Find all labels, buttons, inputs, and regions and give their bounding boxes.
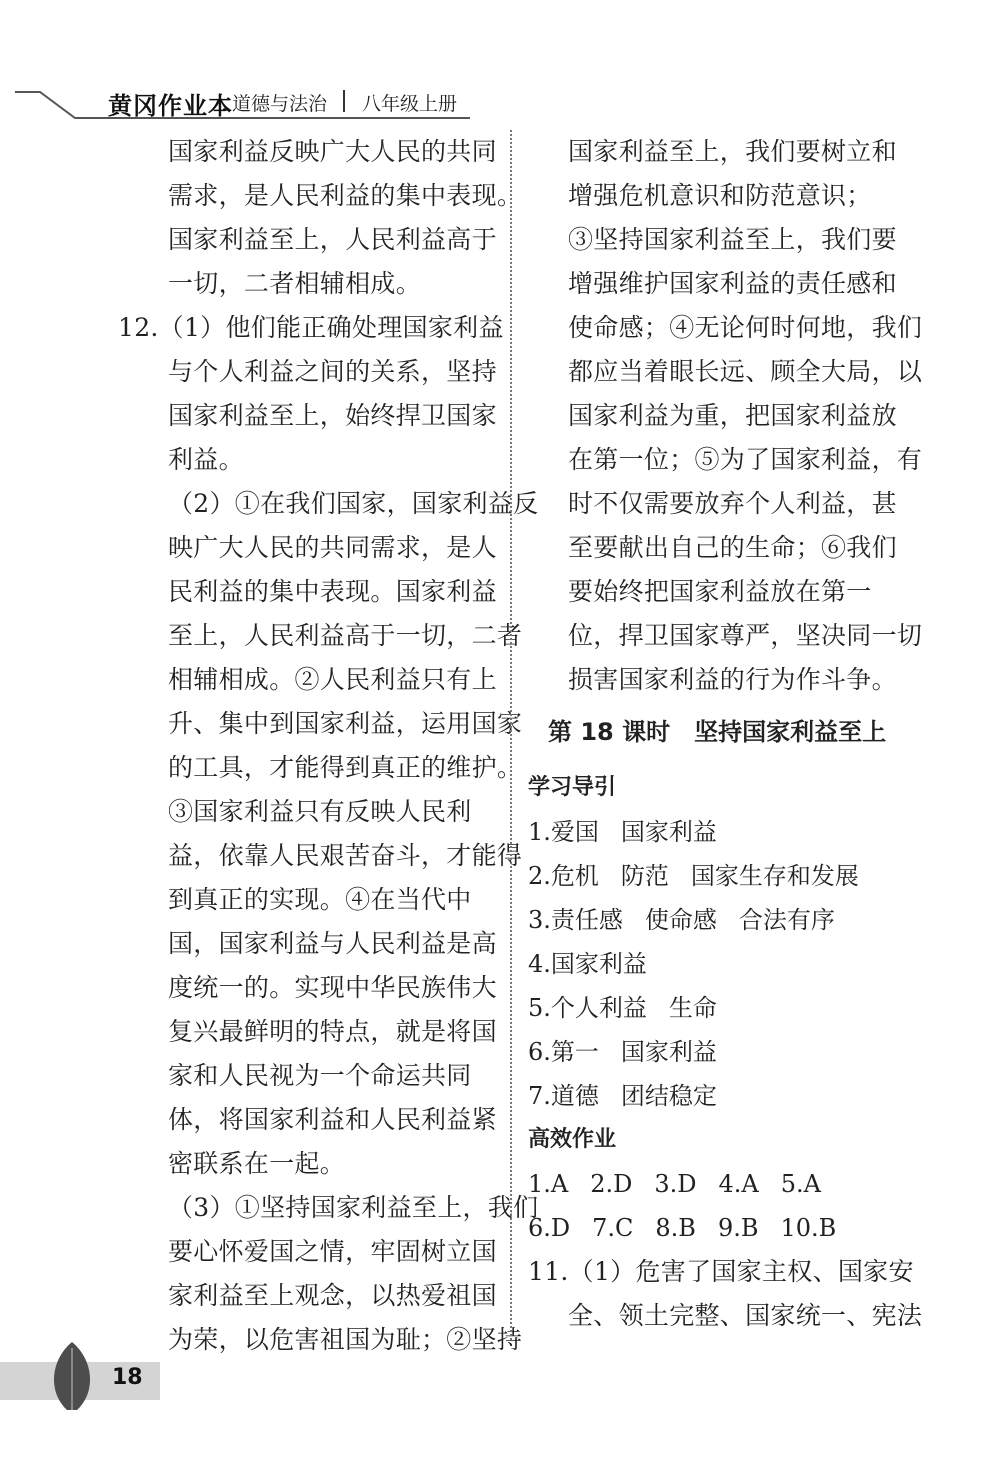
guide-item: [528, 1030, 900, 1074]
guide-list: [528, 810, 900, 1118]
answer-choice: 3.D: [654, 1170, 697, 1198]
text-line: 国家利益为重，把国家利益放: [568, 401, 897, 430]
text-line: 国家利益至上，始终捍卫国家: [168, 401, 497, 430]
column-divider: [510, 130, 512, 1340]
text-line: 12.（1）他们能正确处理国家利益: [118, 313, 504, 342]
grade-label: 八年级上册: [362, 93, 458, 115]
text-line: 度统一的。实现中华民族伟大: [168, 973, 497, 1002]
text-line: 增强维护国家利益的责任感和: [568, 269, 897, 298]
guide-item: [528, 854, 900, 898]
guide-item-term: 4.国家利益: [528, 950, 647, 978]
leaf-icon: [0, 1340, 200, 1410]
page-number: 18: [112, 1365, 143, 1390]
answer-choice: 1.A: [528, 1170, 569, 1198]
header-separator: [343, 90, 345, 112]
guide-heading: 学习导引: [528, 775, 617, 800]
text-line: ③坚持国家利益至上，我们要: [568, 225, 897, 254]
text-line: 体，将国家利益和人民利益紧: [168, 1105, 497, 1134]
answer-choice: 8.B: [655, 1214, 696, 1242]
text-line: 全、领土完整、国家统一、宪法: [568, 1301, 923, 1330]
guide-item: [528, 986, 900, 1030]
text-line: 家和人民视为一个命运共同: [168, 1061, 472, 1090]
guide-item-term: 使命感: [644, 906, 717, 934]
text-line: 的工具，才能得到真正的维护。: [168, 753, 523, 782]
guide-item-term: 5.个人利益: [528, 994, 647, 1022]
text-line: 增强危机意识和防范意识；: [568, 181, 872, 210]
guide-item-term: 国家生存和发展: [690, 862, 859, 890]
text-line: 益，依靠人民艰苦奋斗，才能得: [168, 841, 523, 870]
text-line: 与个人利益之间的关系，坚持: [168, 357, 497, 386]
text-line: 国，国家利益与人民利益是高: [168, 929, 497, 958]
guide-item: [528, 942, 900, 986]
guide-item-term: 1.爱国: [528, 818, 599, 846]
text-line: 国家利益至上，人民利益高于: [168, 225, 497, 254]
text-line: 要始终把国家利益放在第一: [568, 577, 872, 606]
answer-choice: 10.B: [780, 1214, 837, 1242]
guide-item-term: 7.道德: [528, 1082, 599, 1110]
answer-choice: 6.D: [528, 1214, 571, 1242]
right-column-text: [528, 130, 923, 702]
guide-item: [528, 1074, 900, 1118]
guide-item-term: 国家利益: [620, 1038, 717, 1066]
text-line: 一切，二者相辅相成。: [168, 269, 422, 298]
guide-item-term: 6.第一: [528, 1038, 599, 1066]
right-column: [528, 130, 923, 1338]
text-line: 相辅相成。②人民利益只有上: [168, 665, 497, 694]
text-line: 至要献出自己的生命；⑥我们: [568, 533, 897, 562]
guide-item: [528, 898, 900, 942]
text-line: 家利益至上观念，以热爱祖国: [168, 1281, 497, 1310]
text-line: 映广大人民的共同需求，是人: [168, 533, 497, 562]
guide-item: [528, 810, 900, 854]
text-line: 在第一位；⑤为了国家利益，有: [568, 445, 923, 474]
text-line: 到真正的实现。④在当代中: [168, 885, 472, 914]
text-line: 复兴最鲜明的特点，就是将国: [168, 1017, 497, 1046]
answer-choice: 7.C: [592, 1214, 634, 1242]
left-column: [118, 130, 539, 1362]
answer-choice: 5.A: [780, 1170, 821, 1198]
text-line: 损害国家利益的行为作斗争。: [568, 665, 897, 694]
text-line: 11.（1）危害了国家主权、国家安: [528, 1257, 914, 1286]
answer-choice: 2.D: [590, 1170, 633, 1198]
lesson-title: 第 18 课时 坚持国家利益至上: [548, 718, 887, 746]
text-line: 利益。: [168, 445, 244, 474]
text-line: ③国家利益只有反映人民利: [168, 797, 472, 826]
text-line: 位，捍卫国家尊严，坚决同一切: [568, 621, 923, 650]
guide-item-term: 2.危机: [528, 862, 599, 890]
text-line: 国家利益反映广大人民的共同: [168, 137, 497, 166]
text-line: 需求，是人民利益的集中表现。: [168, 181, 523, 210]
text-line: 使命感；④无论何时何地，我们: [568, 313, 923, 342]
text-line: 国家利益至上，我们要树立和: [568, 137, 897, 166]
text-line: （3）①坚持国家利益至上，我们: [168, 1193, 539, 1222]
text-line: 时不仅需要放弃个人利益，甚: [568, 489, 897, 518]
text-line: 民利益的集中表现。国家利益: [168, 577, 497, 606]
subject-label: 道德与法治: [232, 93, 328, 115]
text-line: 密联系在一起。: [168, 1149, 346, 1178]
text-line: 要心怀爱国之情，牢固树立国: [168, 1237, 497, 1266]
guide-item-term: 国家利益: [620, 818, 717, 846]
text-line: 升、集中到国家利益，运用国家: [168, 709, 523, 738]
page-footer: [0, 1340, 200, 1410]
answer-choice: 9.B: [717, 1214, 759, 1242]
guide-item-term: 团结稳定: [620, 1082, 717, 1110]
homework-heading: 高效作业: [528, 1127, 617, 1152]
text-line: （2）①在我们国家，国家利益反: [168, 489, 539, 518]
answers-row-2: [528, 1206, 900, 1250]
text-line: 为荣，以危害祖国为耻；②坚持: [168, 1325, 523, 1354]
guide-item-term: 3.责任感: [528, 906, 623, 934]
text-line: 至上，人民利益高于一切，二者: [168, 621, 523, 650]
answer-choice: 4.A: [718, 1170, 759, 1198]
page-header: [0, 0, 1000, 130]
guide-item-term: 防范: [620, 862, 669, 890]
guide-item-term: 生命: [668, 994, 717, 1022]
text-line: 都应当着眼长远、顾全大局，以: [568, 357, 923, 386]
answers-row-1: [528, 1162, 900, 1206]
question-11-answer: [528, 1250, 923, 1338]
book-title: 黄冈作业本: [108, 92, 233, 120]
guide-item-term: 合法有序: [738, 906, 835, 934]
